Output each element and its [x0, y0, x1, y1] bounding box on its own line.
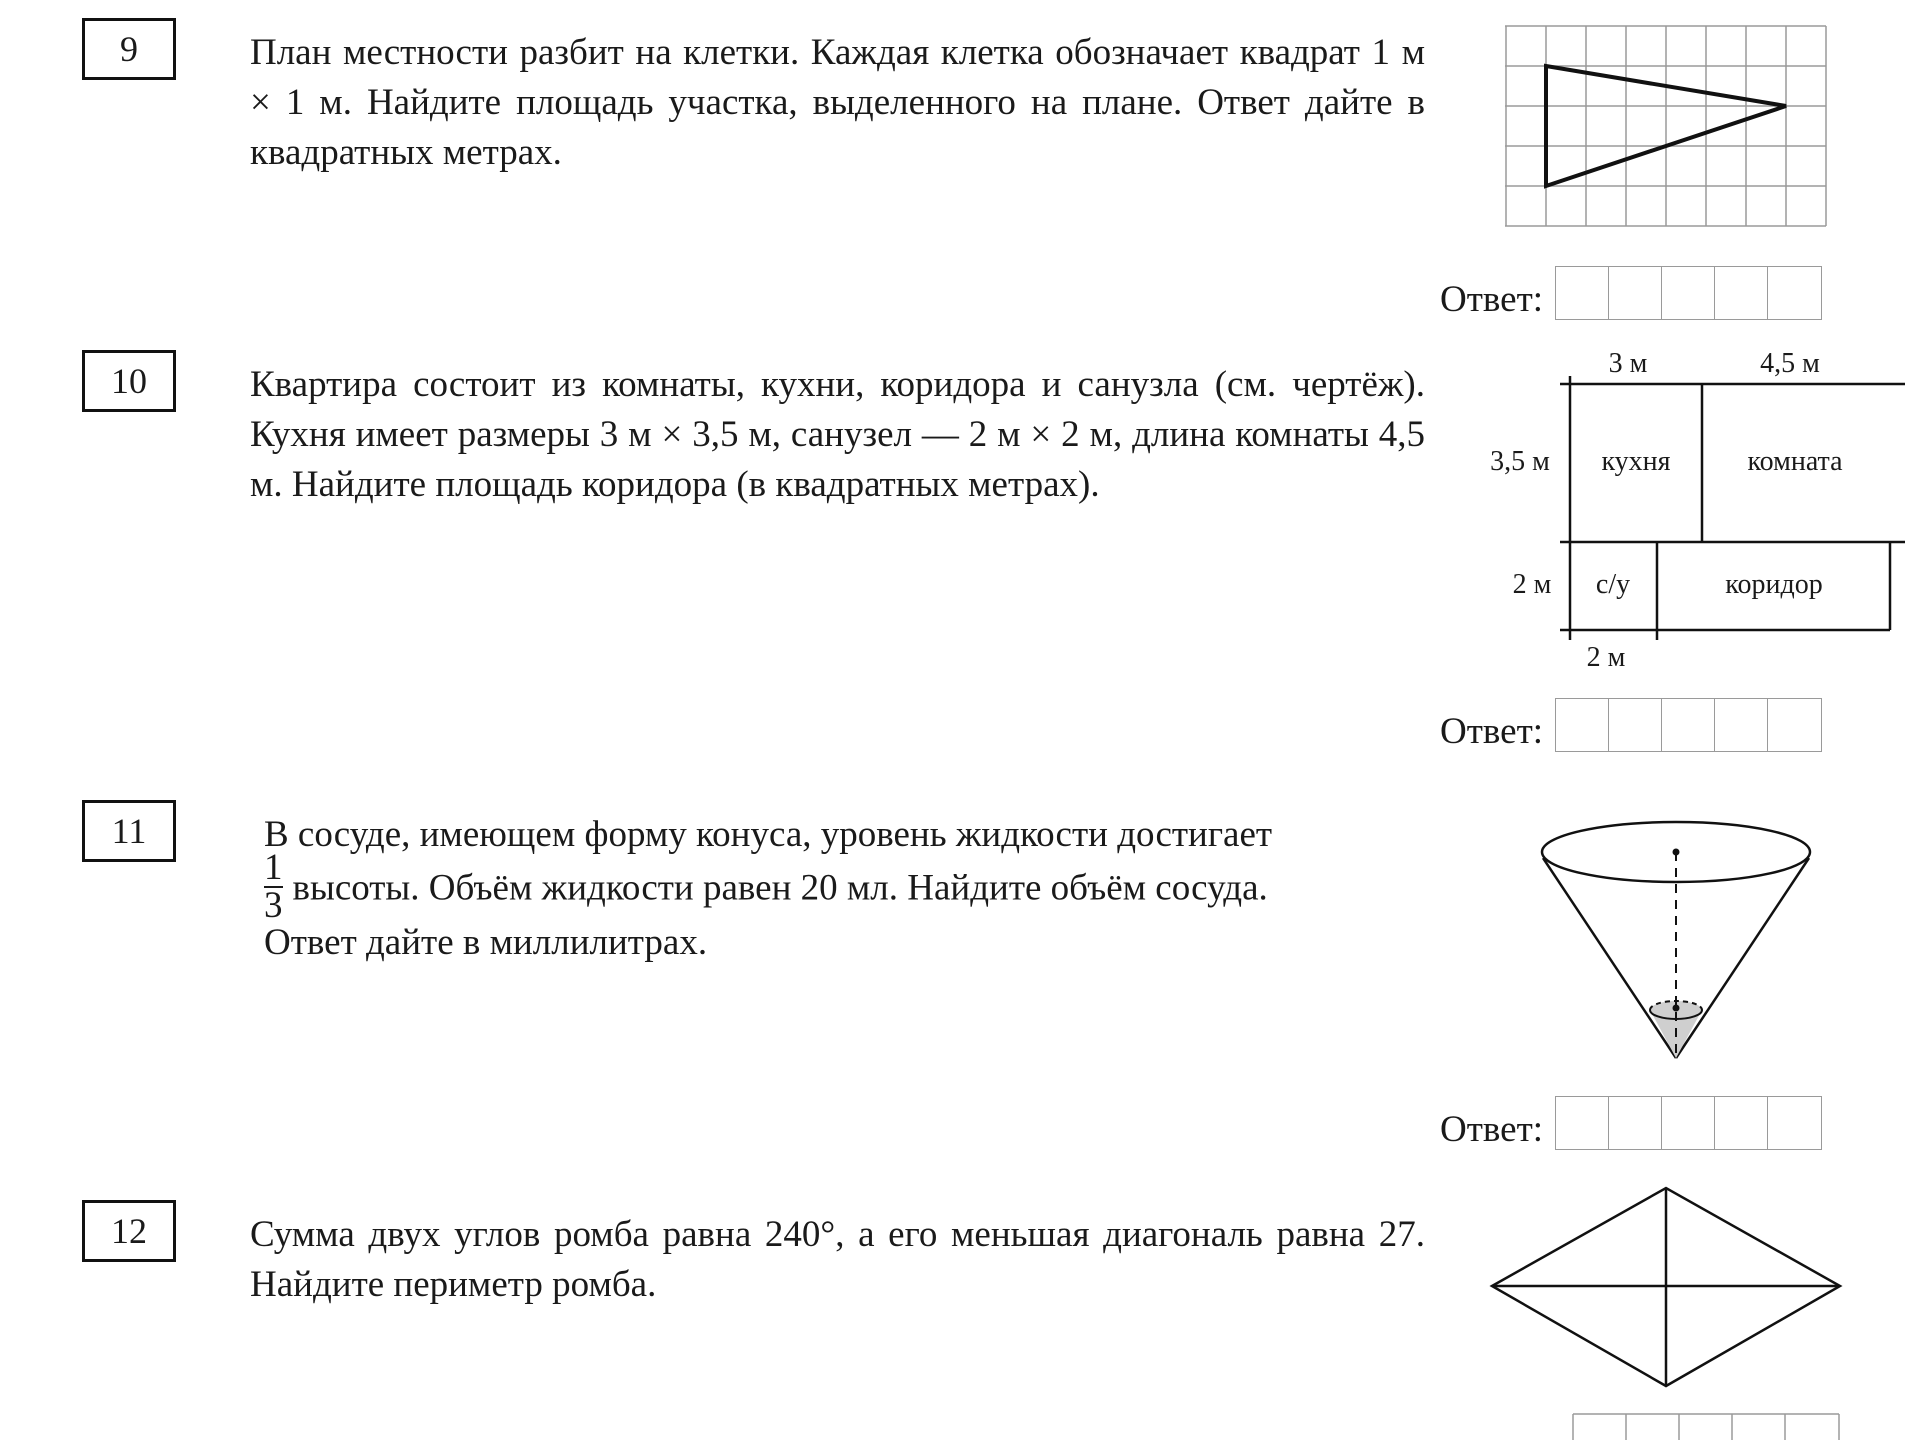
fraction-numerator: 1	[264, 847, 283, 888]
problem-text-11-line2	[264, 847, 1439, 926]
problem-text-10	[250, 360, 1425, 510]
problem-text-11	[264, 810, 1439, 968]
answer-cells-10[interactable]	[1555, 698, 1822, 752]
answer-cell[interactable]	[1662, 1097, 1715, 1149]
grid-triangle-figure	[1505, 22, 1835, 234]
problem-text-10-body: Квартира состоит из комнаты, кухни, коридора и санузла (см. чертёж). Кухня имеет размеры 3 м × 3,5 м, санузел — 2 м × 2 м, длина комнаты 4,5 м. Найдите площадь коридора (в квадратных метрах).	[250, 364, 1425, 505]
answer-label: Ответ:	[1440, 1109, 1544, 1150]
answer-label: Ответ:	[1440, 711, 1544, 752]
answer-cell[interactable]	[1662, 699, 1715, 751]
answer-cell[interactable]	[1662, 267, 1715, 319]
answer-cells-9[interactable]	[1555, 266, 1822, 320]
apartment-plan-figure	[1480, 348, 1915, 682]
dim-room-length: 4,5 м	[1760, 348, 1820, 379]
problem-text-12	[250, 1210, 1425, 1310]
problem-number-12: 12	[82, 1200, 176, 1262]
fraction-one-third	[264, 847, 283, 926]
label-corridor: коридор	[1725, 569, 1823, 600]
answer-cell[interactable]	[1768, 1097, 1821, 1149]
answer-cell[interactable]	[1556, 1097, 1609, 1149]
grid-lines	[1505, 26, 1826, 226]
rhombus-svg	[1488, 1184, 1848, 1394]
answer-cell[interactable]	[1556, 267, 1609, 319]
answer-cell[interactable]	[1609, 699, 1662, 751]
answer-cell[interactable]	[1768, 267, 1821, 319]
grid-triangle-svg	[1505, 22, 1835, 230]
next-answer-cells-partial	[1572, 1412, 1842, 1444]
problem-text-11-line1: В сосуде, имеющем форму конуса, уровень жидкости достигает	[264, 814, 1273, 855]
dim-kitchen-height: 3,5 м	[1490, 446, 1550, 477]
apartment-plan-svg	[1480, 348, 1915, 678]
problem-text-11-after: высоты. Объём жидкости равен 20 мл. Найдите объём сосуда.	[292, 867, 1268, 909]
plan-walls	[1560, 376, 1905, 640]
label-kitchen: кухня	[1601, 446, 1671, 477]
answer-label: Ответ:	[1440, 279, 1544, 320]
answer-row-9	[1440, 266, 1822, 322]
problem-text-9-body: План местности разбит на клетки. Каждая клетка обозначает квадрат 1 м × 1 м. Найдите площадь участка, выделенного на плане. Ответ дайте в квадратных метрах.	[250, 32, 1425, 173]
answer-cell[interactable]	[1715, 1097, 1768, 1149]
dim-bathroom-width: 2 м	[1586, 642, 1626, 673]
answer-cell[interactable]	[1556, 699, 1609, 751]
answer-cell[interactable]	[1768, 699, 1821, 751]
dim-bathroom-height: 2 м	[1512, 569, 1552, 600]
problem-text-9	[250, 28, 1425, 178]
problem-number-10: 10	[82, 350, 176, 412]
fraction-denominator: 3	[264, 885, 283, 926]
answer-row-11	[1440, 1096, 1822, 1152]
problem-text-12-body: Сумма двух углов ромба равна 240°, а его меньшая диагональ равна 27. Найдите периметр ромба.	[250, 1214, 1425, 1305]
answer-cell[interactable]	[1715, 699, 1768, 751]
cone-figure	[1540, 820, 1820, 1074]
problem-number-11: 11	[82, 800, 176, 862]
answer-cell[interactable]	[1715, 267, 1768, 319]
dim-kitchen-width: 3 м	[1608, 348, 1648, 379]
answer-cell[interactable]	[1609, 267, 1662, 319]
cone-svg	[1540, 820, 1820, 1070]
problem-number-9: 9	[82, 18, 176, 80]
label-room: комната	[1747, 446, 1843, 477]
answer-cell[interactable]	[1609, 1097, 1662, 1149]
label-bathroom: с/у	[1595, 569, 1631, 600]
rhombus-figure	[1488, 1184, 1848, 1398]
answer-row-10	[1440, 698, 1822, 754]
answer-cells-11[interactable]	[1555, 1096, 1822, 1150]
problem-text-11-line3: Ответ дайте в миллилитрах.	[264, 922, 708, 963]
